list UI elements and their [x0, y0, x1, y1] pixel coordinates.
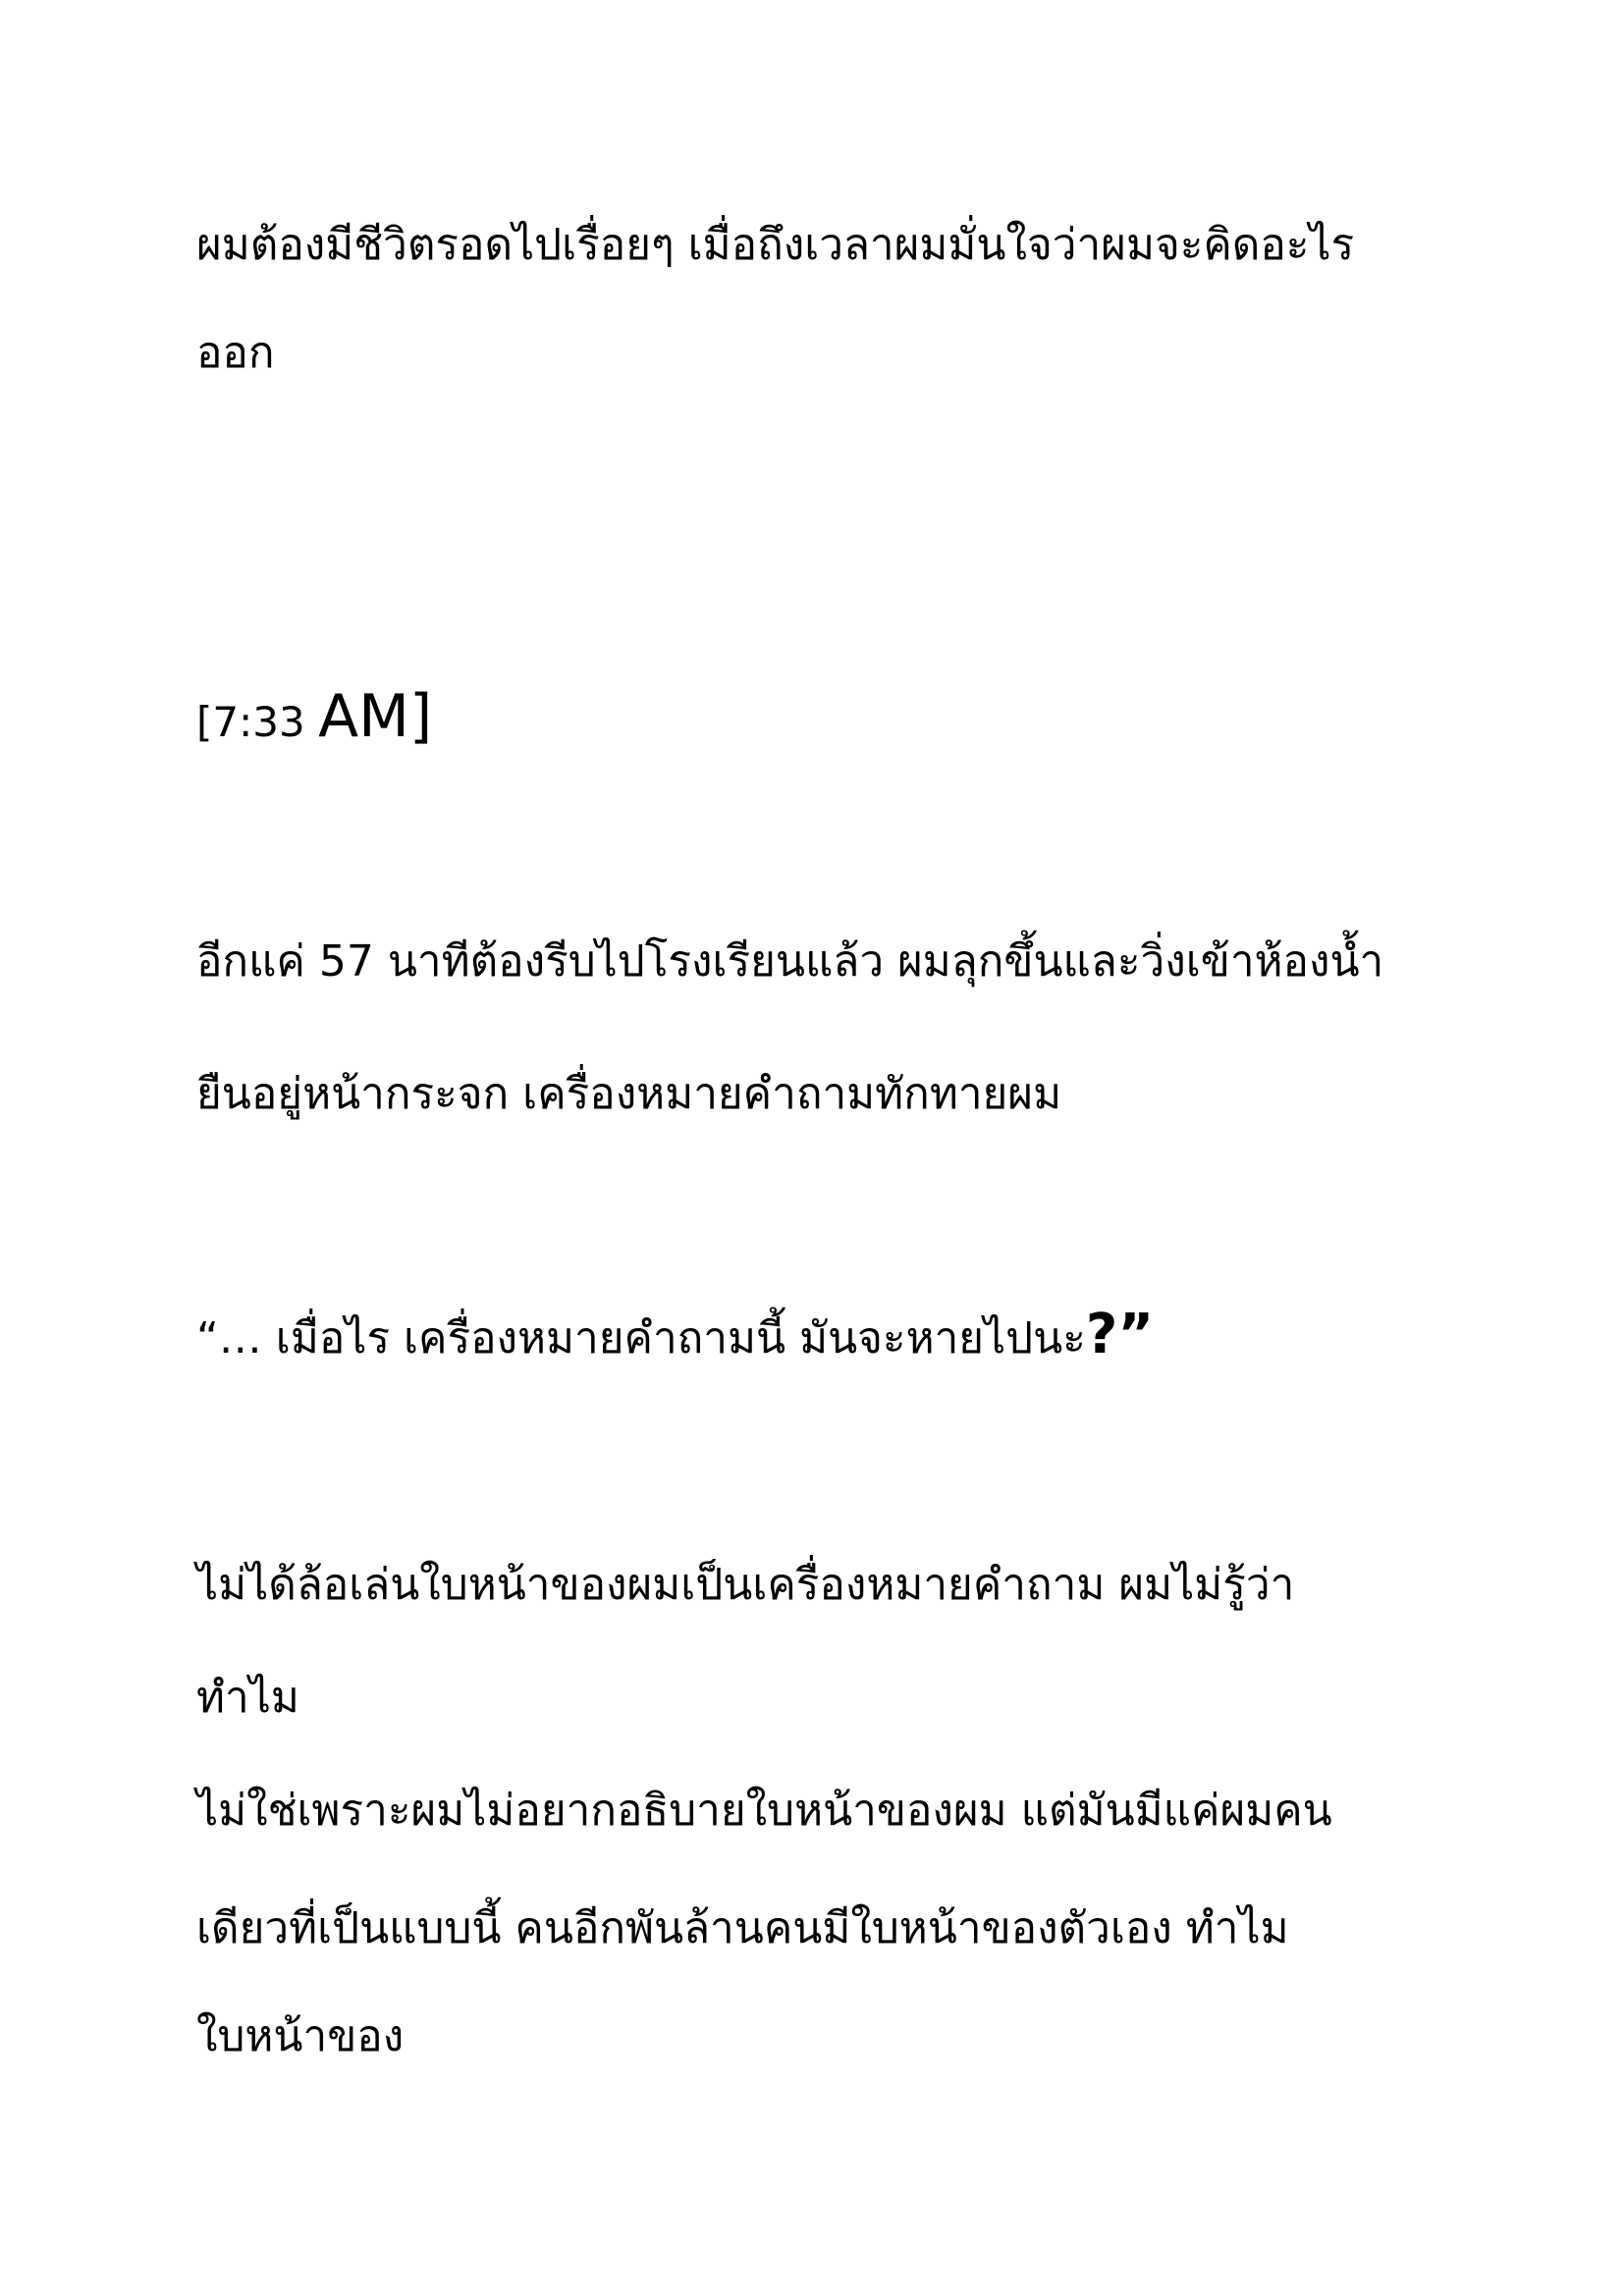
paragraph-4-line-1: ไม่ใช่เพราะผมไม่อยากอธิบายใบหน้าของผม แต่มันมีแค่ผมคน	[196, 1786, 1332, 1836]
paragraph-2-line-2: ยืนอยู่หน้ากระจก เครื่องหมายคำถามทักทายผม	[196, 1069, 1062, 1119]
timestamp	[196, 682, 432, 766]
quote-text: “… เมื่อไร เครื่องหมายคำถามนี้ มันจะหายไปนะ	[196, 1313, 1086, 1363]
paragraph-3-line-1: ไม่ได้ล้อเล่นใบหน้าของผมเป็นเครื่องหมายคำถาม ผมไม่รู้ว่า	[196, 1560, 1295, 1610]
timestamp-ampm: AM]	[318, 682, 433, 751]
paragraph-2-line-1: อีกแค่ 57 นาทีต้องรีบไปโรงเรียนแล้ว ผมลุกขึ้นและวิ่งเข้าห้องน้ำ	[196, 936, 1384, 987]
paragraph-1-line-1: ผมต้องมีชีวิตรอดไปเรื่อยๆ เมื่อถึงเวลาผมมั่นใจว่าผมจะคิดอะไร	[196, 220, 1355, 270]
timestamp-time: [7:33	[196, 698, 319, 746]
quote-line	[196, 1303, 1155, 1368]
paragraph-1-line-2: ออก	[196, 328, 275, 378]
paragraph-4-line-3: ใบหน้าของ	[196, 2011, 405, 2061]
quote-end: ?”	[1085, 1303, 1155, 1366]
paragraph-4-line-2: เดียวที่เป็นแบบนี้ คนอีกพันล้านคนมีใบหน้าของตัวเอง ทำไม	[196, 1903, 1289, 1953]
paragraph-3-line-2: ทำไม	[196, 1673, 299, 1723]
